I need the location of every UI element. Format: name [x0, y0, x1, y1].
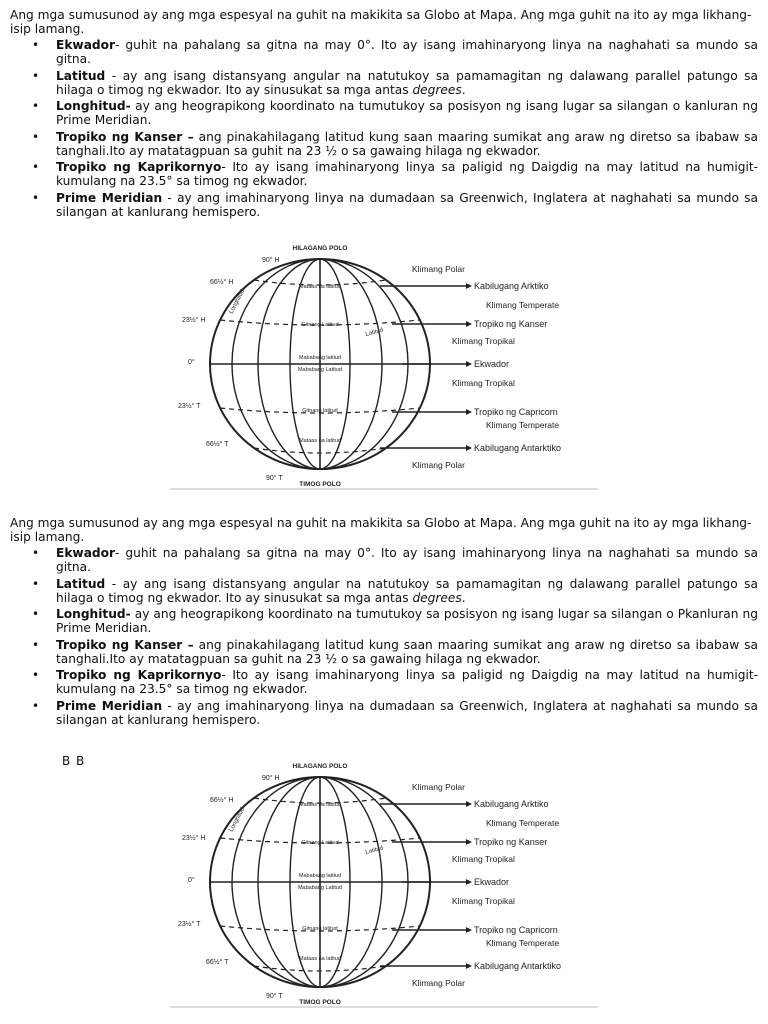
longhitud-label: Longhitud — [228, 288, 247, 315]
latitude-degree-label: 0° — [188, 877, 195, 884]
arrow-head-icon — [466, 283, 472, 289]
climate-zone-label: Klimang Polar — [412, 782, 465, 792]
definition-tropiko-kaprikornyo: • Tropiko ng Kaprikornyo- Ito ay isang imahinaryong linya sa paligid ng Daigdig na may latitud na humigit-kumulang na 23.5° sa timog ng ekwador. — [32, 668, 759, 696]
bullet-icon: • — [32, 668, 40, 682]
stray-text: B B — [62, 754, 86, 768]
climate-zone-label: Klimang Temperate — [486, 420, 560, 430]
zone-inner-label: Mataas na latitud — [299, 284, 341, 290]
arrow-head-icon — [466, 801, 472, 807]
globe-svg — [170, 238, 600, 490]
north-pole-label: HILAGANG POLO — [292, 245, 348, 252]
arrow-head-icon — [466, 963, 472, 969]
zone-inner-label: Gitnang latitud — [302, 408, 338, 414]
climate-zone-label: Klimang Tropikal — [452, 854, 515, 864]
definition-prime-meridian: • Prime Meridian - ay ang imahinaryong linya na dumadaan sa Greenwich, Inglatera at naghahati sa mundo sa silangan at kanlurang hemispero. — [32, 698, 758, 727]
latitude-degree-label: 23½° H — [182, 835, 206, 842]
latitud-label: Latitud — [364, 327, 384, 338]
arrow-head-icon — [466, 321, 472, 327]
south-pole-label: TIMOG POLO — [299, 481, 341, 488]
north-pole-label: HILAGANG POLO — [292, 763, 348, 770]
globe-svg — [170, 756, 600, 1008]
climate-zone-label: Klimang Polar — [412, 264, 465, 274]
bullet-icon: • — [32, 129, 40, 144]
definition-prime-meridian: • Prime Meridian - ay ang imahinaryong linya na dumadaan sa Greenwich, Inglatera at naghahati sa mundo sa silangan at kanlurang hemispero. — [32, 190, 758, 219]
arrow-head-icon — [466, 361, 472, 367]
bullet-icon: • — [32, 546, 40, 560]
special-line-label: Kabilugang Arktiko — [474, 799, 549, 809]
globe-diagram-1 — [170, 238, 600, 490]
special-line-label: Kabilugang Arktiko — [474, 281, 549, 291]
zone-inner-label: Mataas na latitud — [299, 802, 341, 808]
special-line-label: Tropiko ng Kanser — [474, 319, 548, 329]
latitude-degree-label: 23½° T — [178, 403, 201, 410]
definition-list — [10, 38, 758, 219]
text-section-2 — [10, 516, 758, 729]
latitude-degree-label: 90° H — [262, 775, 280, 782]
definition-tropiko-kaprikornyo: • Tropiko ng Kaprikornyo- Ito ay isang imahinaryong linya sa paligid ng Daigdig na may latitud na humigit-kumulang na 23.5° sa timog ng ekwador. — [32, 160, 759, 188]
bullet-icon: • — [32, 637, 40, 652]
definition-longhitud: • Longhitud- ay ang heograpikong koordinato na tumutukoy sa posisyon ng isang lugar sa silangan o Pkanluran ng Prime Meridian. — [32, 607, 758, 635]
climate-zone-label: Klimang Temperate — [486, 818, 560, 828]
definition-tropiko-kanser: • Tropiko ng Kanser – ang pinakahilagang latitud kung saan maaring sumikat ang araw ng diretso sa ibabaw sa tanghali.Ito ay matatagpuan sa guhit na 23 ½ o sa gawaing hilaga ng ekwador. — [32, 129, 758, 158]
climate-zone-label: Klimang Polar — [412, 460, 465, 470]
bullet-icon: • — [32, 607, 40, 621]
globe-diagram-2 — [170, 756, 600, 1008]
climate-zone-label: Klimang Tropikal — [452, 896, 515, 906]
arrow-head-icon — [466, 927, 472, 933]
latitud-label: Latitud — [364, 845, 384, 856]
text-section-1 — [10, 8, 758, 221]
zone-inner-label: Mababang Latitud — [297, 367, 343, 373]
longhitud-label: Longhitud — [228, 806, 247, 833]
special-line-label: Tropiko ng Kanser — [474, 837, 548, 847]
climate-zone-label: Klimang Tropikal — [452, 378, 515, 388]
latitude-degree-label: 90° T — [266, 475, 283, 482]
definition-tropiko-kanser: • Tropiko ng Kanser – ang pinakahilagang latitud kung saan maaring sumikat ang araw ng diretso sa ibabaw sa tanghali.Ito ay matatagpuan sa guhit na 23 ½ o sa gawaing hilaga ng ekwador. — [32, 637, 758, 666]
intro-paragraph: Ang mga sumusunod ay ang mga espesyal na guhit na makikita sa Globo at Mapa. Ang mga guhit na ito ay mga likhang-isip lamang. — [10, 8, 752, 36]
zone-inner-label: Mataas na latitud — [299, 438, 341, 444]
zone-inner-label: Mataas na latitud — [299, 956, 341, 962]
definition-ekwador: • Ekwador- guhit na pahalang sa gitna na may 0°. Ito ay isang imahinaryong linya na naghahati sa mundo sa gitna. — [32, 546, 758, 574]
bullet-icon: • — [32, 99, 40, 113]
bullet-icon: • — [32, 190, 40, 205]
latitude-degree-label: 23½° H — [182, 317, 206, 324]
latitude-degree-label: 90° T — [266, 993, 283, 1000]
climate-zone-label: Klimang Temperate — [486, 938, 560, 948]
intro-paragraph: Ang mga sumusunod ay ang mga espesyal na guhit na makikita sa Globo at Mapa. Ang mga guhit na ito ay mga likhang-isip lamang. — [10, 516, 752, 544]
special-line-label: Tropiko ng Capricorn — [474, 407, 558, 417]
arrow-head-icon — [466, 445, 472, 451]
bullet-icon: • — [32, 38, 40, 52]
arrow-head-icon — [466, 879, 472, 885]
zone-inner-label: Mababang latitud — [298, 873, 342, 879]
bullet-icon: • — [32, 576, 40, 591]
definition-latitud: • Latitud - ay ang isang distansyang angular na natutukoy sa pamamagitan ng dalawang parallel patungo sa hilaga o timog ng ekwador. Ito ay sinusukat sa mga antas degrees. — [32, 68, 758, 97]
bullet-icon: • — [32, 160, 40, 174]
latitude-degree-label: 66½° H — [210, 797, 234, 804]
special-line-label: Ekwador — [474, 359, 510, 369]
zone-inner-label: Gitnang Latitud — [301, 322, 339, 328]
latitude-degree-label: 90° H — [262, 257, 280, 264]
latitude-degree-label: 66½° T — [206, 959, 229, 966]
arrow-head-icon — [466, 409, 472, 415]
climate-zone-label: Klimang Temperate — [486, 300, 560, 310]
latitude-degree-label: 23½° T — [178, 921, 201, 928]
bullet-icon: • — [32, 68, 40, 83]
zone-inner-label: Mababang Latitud — [297, 885, 343, 891]
zone-inner-label: Mababang latitud — [298, 355, 342, 361]
climate-zone-label: Klimang Polar — [412, 978, 465, 988]
special-line-label: Kabilugang Antarktiko — [474, 961, 562, 971]
zone-inner-label: Gitnang latitud — [302, 926, 338, 932]
climate-zone-label: Klimang Tropikal — [452, 336, 515, 346]
special-line-label: Kabilugang Antarktiko — [474, 443, 562, 453]
special-line-label: Ekwador — [474, 877, 510, 887]
definition-longhitud: • Longhitud- ay ang heograpikong koordinato na tumutukoy sa posisyon ng isang lugar sa silangan o kanluran ng Prime Meridian. — [32, 99, 758, 127]
latitude-degree-label: 66½° T — [206, 441, 229, 448]
zone-inner-label: Gitnang Latitud — [301, 840, 339, 846]
bullet-icon: • — [32, 698, 40, 713]
latitude-degree-label: 0° — [188, 359, 195, 366]
definition-latitud: • Latitud - ay ang isang distansyang angular na natutukoy sa pamamagitan ng dalawang parallel patungo sa hilaga o timog ng ekwador. Ito ay sinusukat sa mga antas degrees. — [32, 576, 758, 605]
arrow-head-icon — [466, 839, 472, 845]
definition-list — [10, 546, 758, 727]
special-line-label: Tropiko ng Capricorn — [474, 925, 558, 935]
definition-ekwador: • Ekwador- guhit na pahalang sa gitna na may 0°. Ito ay isang imahinaryong linya na naghahati sa mundo sa gitna. — [32, 38, 758, 66]
latitude-degree-label: 66½° H — [210, 279, 234, 286]
south-pole-label: TIMOG POLO — [299, 999, 341, 1006]
